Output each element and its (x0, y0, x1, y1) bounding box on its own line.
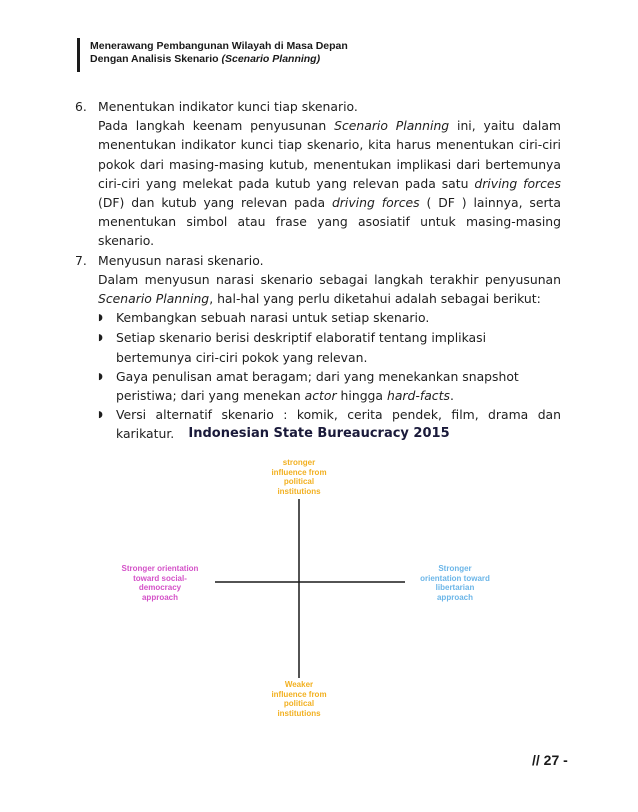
bullet-icon: ◗ (98, 333, 103, 344)
header-line-2-italic: (Scenario Planning) (221, 53, 321, 65)
bullet-icon: ◗ (98, 410, 103, 421)
item-number: 7. (75, 252, 87, 268)
bullet-item: ◗ Kembangkan sebuah narasi untuk setiap skenario. (98, 308, 561, 328)
item-paragraph: Dalam menyusun narasi skenario sebagai langkah terakhir penyusunan Scenario Planning, hal-hal yang perlu diketahui adalah sebagai berikut: (98, 271, 561, 307)
axis-label-top: stronger influence from political institutions (271, 458, 327, 496)
axis-label-bottom: Weaker influence from political institutions (271, 680, 327, 718)
bullet-item: ◗ Versi alternatif skenario : komik, cerita pendek, film, drama dan karikatur. (98, 405, 561, 443)
page-number: // 27 - (532, 752, 568, 768)
bullet-icon: ◗ (98, 313, 103, 324)
figure-title: Indonesian State Bureaucracy 2015 (188, 426, 450, 441)
item-title: Menentukan indikator kunci tiap skenario. (98, 99, 358, 114)
item-paragraph: Pada langkah keenam penyusunan Scenario Planning ini, yaitu dalam menentukan indikator kunci tiap skenario, kita harus menentukan ciri-ciri pokok dari masing-masing kutub, menentukan implikasi dari bertemunya ciri-ciri yang melekat pada kutub yang relevan pada satu driving forces (DF) dan kutub yang relevan pada driving forces ( DF ) lainnya, serta menentukan simbol atau frase yang asosiatif untuk masing-masing skenario. (98, 118, 562, 249)
header-line-2-text: Dengan Analisis Skenario (90, 53, 222, 65)
item-number: 6. (75, 99, 87, 114)
bullet-item: ◗ Gaya penulisan amat beragam; dari yang menekankan snapshot peristiwa; dari yang menekan actor hingga hard-facts. (98, 367, 561, 405)
item-title: Menyusun narasi skenario. (98, 252, 264, 268)
bullet-item: ◗ Setiap skenario berisi deskriptif elaboratif tentang implikasi bertemunya ciri-ciri pokok yang relevan. (98, 328, 561, 366)
bullet-icon: ◗ (98, 371, 103, 382)
header-line-1: Menerawang Pembangunan Wilayah di Masa Depan (90, 40, 348, 52)
axis-label-left: Stronger orientation toward social- democracy approach (121, 564, 199, 602)
axis-label-right: Stronger orientation toward libertarian approach (420, 564, 490, 602)
